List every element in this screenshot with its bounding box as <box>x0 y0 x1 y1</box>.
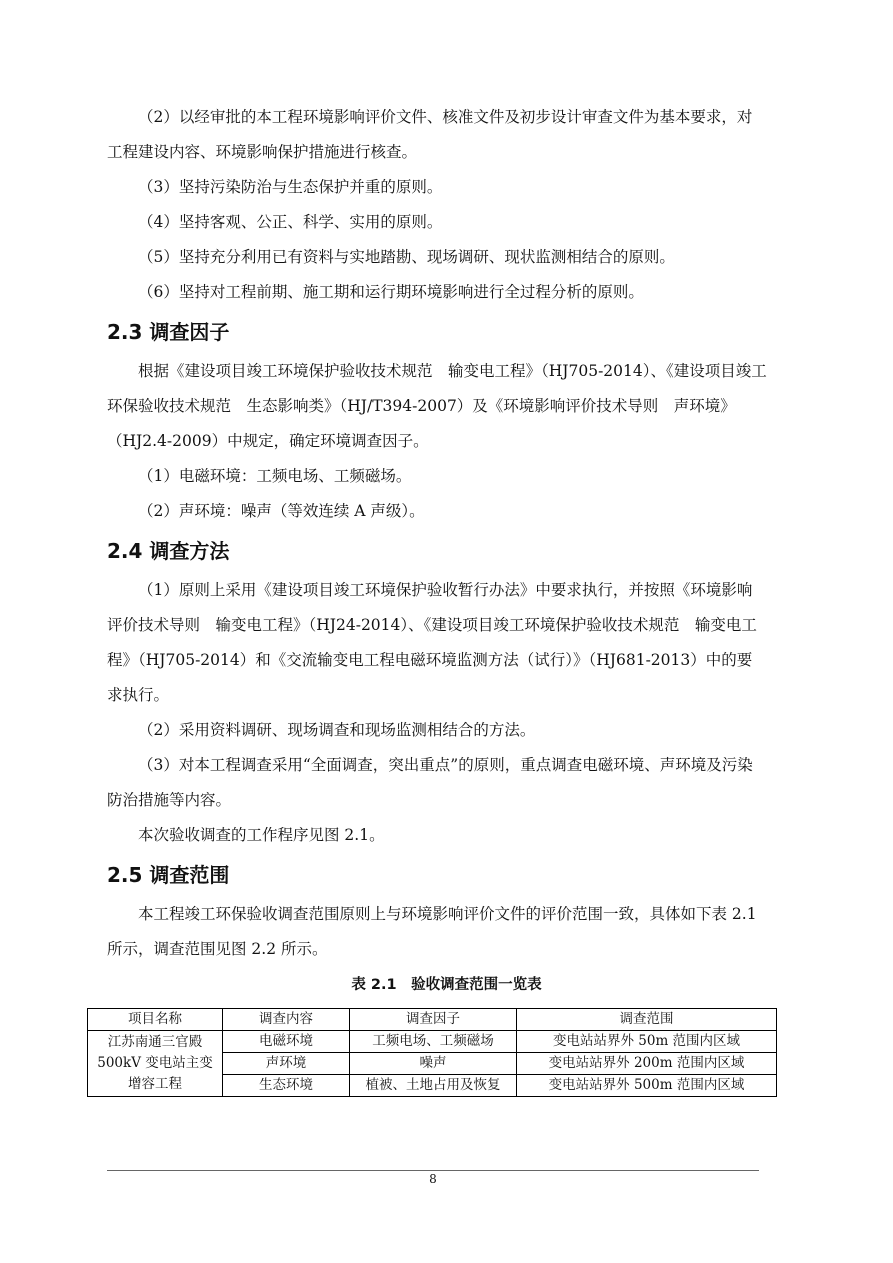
table-caption: 表 2.1 验收调查范围一览表 <box>351 977 542 993</box>
table-cell: 声环境 <box>223 1053 350 1075</box>
table-cell: 生态环境 <box>223 1075 350 1097</box>
table-row <box>88 1031 777 1053</box>
project-name-cell: 江苏南通三官殿500kV 变电站主变增容工程 <box>88 1031 223 1097</box>
para-2-2-item4: （4）坚持客观、公正、科学、实用的原则。 <box>138 213 443 231</box>
table-cell: 噪声 <box>350 1053 517 1075</box>
table-header-cell: 项目名称 <box>88 1009 223 1031</box>
table-cell: 电磁环境 <box>223 1031 350 1053</box>
heading-2-5: 2.5 调查范围 <box>107 863 230 887</box>
table-cell: 变电站站界外 200m 范围内区域 <box>517 1053 777 1075</box>
para-2-3-intro: 根据《建设项目竣工环境保护验收技术规范 输变电工程》（HJ705-2014）、《建设项目竣工环保验收技术规范 生态影响类》（HJ/T394-2007）及《环境影响评价技术导则 声环境》（HJ2.4-2009）中规定，确定环境调查因子。 <box>107 362 767 450</box>
para-2-3-item1: （1）电磁环境：工频电场、工频磁场。 <box>138 467 412 485</box>
para-2-2-item6: （6）坚持对工程前期、施工期和运行期环境影响进行全过程分析的原则。 <box>138 283 644 301</box>
para-2-4-note: 本次验收调查的工作程序见图 2.1。 <box>138 826 385 844</box>
para-2-4-item1: （1）原则上采用《建设项目竣工环境保护验收暂行办法》中要求执行，并按照《环境影响评价技术导则 输变电工程》（HJ24-2014）、《建设项目竣工环境保护验收技术规范 输变电工程》（HJ705-2014）和《交流输变电工程电磁环境监测方法（试行）》（HJ681-2013）中的要求执行。 <box>107 581 757 704</box>
page-number: 8 <box>429 1172 437 1186</box>
table-cell: 变电站站界外 500m 范围内区域 <box>517 1075 777 1097</box>
table-header-row <box>88 1009 777 1031</box>
heading-2-3: 2.3 调查因子 <box>107 320 230 344</box>
para-2-4-item3: （3）对本工程调查采用“全面调查，突出重点”的原则，重点调查电磁环境、声环境及污染防治措施等内容。 <box>107 756 753 809</box>
table-cell: 植被、土地占用及恢复 <box>350 1075 517 1097</box>
para-2-2-item3: （3）坚持污染防治与生态保护并重的原则。 <box>138 178 443 196</box>
footer-divider <box>107 1170 759 1171</box>
para-2-4-item2: （2）采用资料调研、现场调查和现场监测相结合的方法。 <box>138 721 536 739</box>
para-2-3-item2: （2）声环境：噪声（等效连续 A 声级）。 <box>138 502 425 520</box>
table-header-cell: 调查内容 <box>223 1009 350 1031</box>
table-header-cell: 调查因子 <box>350 1009 517 1031</box>
heading-2-4: 2.4 调查方法 <box>107 539 230 563</box>
table-header-cell: 调查范围 <box>517 1009 777 1031</box>
table-cell: 工频电场、工频磁场 <box>350 1031 517 1053</box>
para-2-5-intro: 本工程竣工环保验收调查范围原则上与环境影响评价文件的评价范围一致，具体如下表 2.1 所示，调查范围见图 2.2 所示。 <box>107 905 757 958</box>
para-2-2-item5: （5）坚持充分利用已有资料与实地踏勘、现场调研、现状监测相结合的原则。 <box>138 248 675 266</box>
scope-table <box>87 1008 777 1097</box>
para-2-2-item2: （2）以经审批的本工程环境影响评价文件、核准文件及初步设计审查文件为基本要求，对工程建设内容、环境影响保护措施进行核查。 <box>107 108 753 161</box>
table-cell: 变电站站界外 50m 范围内区域 <box>517 1031 777 1053</box>
